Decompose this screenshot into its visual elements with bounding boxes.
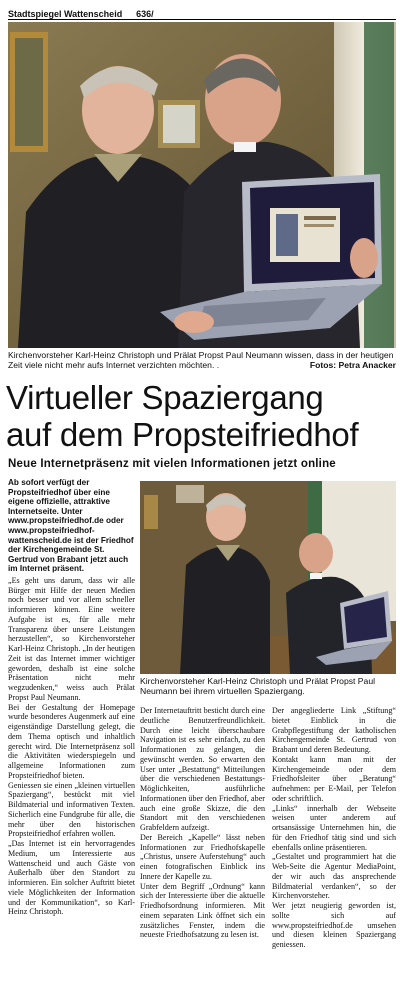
headline-line-1: Virtueller Spaziergang xyxy=(6,379,324,416)
article-column-right xyxy=(272,706,396,950)
article-lead: Ab sofort verfügt der Propsteifriedhof über eine eigene offizielle, attraktive Internetseite. Unter www.propsteifriedhof.de oder www.propsteifriedhof-wattenscheid.de ist der Friedhof der Kirchengemeinde St. Gertrud von Brabant jetzt auch im Internet präsent. xyxy=(8,478,134,574)
caption-text: Kirchenvorsteher Karl-Heinz Christoph und Prälat Propst Paul Neumann wissen, dass in der heutigen Zeit viele nicht mehr aufs Internet verzichten möchten. . xyxy=(8,350,394,370)
headline xyxy=(6,379,398,453)
headline-line-2: auf dem Propsteifriedhof xyxy=(6,416,359,453)
photo-credit: Fotos: Petra Anacker xyxy=(309,360,396,370)
top-photo xyxy=(8,22,396,348)
article-column-left xyxy=(8,478,135,917)
paragraph: Der Internetauftritt besticht durch eine deutliche Benutzerfreundlichkeit. Durch eine leicht überschaubare Navigation ist es sehr einfach, zu den Informationen zu gelangen, die gewünscht werden. So erwarten den User unter „Bestattung“ Mitteilungen über die verschiedenen Bestattungs-Möglichkeiten, ausführliche Informationen über den Friedhof, aber auch eine große Skizze, die den Standort mit den verschiedenen Grabfeldern aufzeigt. xyxy=(140,706,265,832)
page-number: 636/ xyxy=(136,9,154,19)
bottom-photo xyxy=(140,481,396,674)
page-header xyxy=(8,4,396,20)
paragraph: Kontakt kann man mit der Kirchengemeinde oder dem Friedhofsleiter über „Beratung“ aufnehmen: per E-Mail, per Telefon oder schriftlich. xyxy=(272,754,396,803)
paragraph: Der Bereich „Kapelle“ lässt neben Informationen zur Friedhofskapelle „Christus, unsere Auferstehung“ auch einen fotografischen Einblick ins Innere der Kapelle zu. xyxy=(140,832,265,881)
paragraph: Der angegliederte Link „Stiftung“ bietet Einblick in die Grabpflegestiftung der katholischen Kirchengemeinde St. Gertrud von Brabant und deren Bedeutung. xyxy=(272,706,396,754)
paragraph: „Links“ innerhalb der Webseite weisen unter anderem auf ortsansässige Unternehmen hin, die für den Friedhof tätig sind und sich ebenfalls online präsentieren. xyxy=(272,803,396,852)
paragraph: Unter dem Begriff „Ordnung“ kann sich der Interessierte über die aktuelle Friedhofsordnung informieren. Mit einem separaten Link öffnet sich ein zusätzliches Fenster, indem die neueste Friedhofsatzung zu lesen ist. xyxy=(140,881,265,940)
article-column-middle xyxy=(140,706,265,940)
paragraph: „Gestaltet und programmiert hat die Web-Seite die Agentur MediaPoint, der wir auch das ansprechende Bildmaterial verdanken“, so der Kirchenvorsteher. xyxy=(272,852,396,901)
bottom-photo-caption: Kirchenvorsteher Karl-Heinz Christoph und Prälat Propst Paul Neumann bei ihrem virtuellen Spaziergang. xyxy=(140,676,376,696)
top-photo-caption xyxy=(8,350,396,370)
paragraph: „Das Internet ist ein hervorragendes Medium, um Interessierte aus Wattenscheid und auch Gäste von Außerhalb über den Standort zu informieren. Ein solcher Auftritt bietet viele Möglichkeiten der Information und der Kommunikation“, so Karl-Heinz Christoph. xyxy=(8,839,135,917)
paragraph: Bei der Gestaltung der Homepage wurde besonderes Augenmerk auf eine eigenständige Darstellung gelegt, die dem Thema optisch und inhaltlich gerecht wird. Die Internetpräsenz soll die Aktivitäten wiederspiegeln und allgemeine Informationen zum Propsteifriedhof bieten. xyxy=(8,702,135,780)
section-name: Stadtspiegel Wattenscheid xyxy=(8,9,123,19)
subheadline: Neue Internetpräsenz mit vielen Informationen jetzt online xyxy=(8,458,336,470)
paragraph: Wer jetzt neugierig geworden ist, sollte sich auf www.propsteifriedhof.de umsehen und diesen kleinen Spaziergang geniessen. xyxy=(272,901,396,949)
paragraph: Geniessen sie einen „kleinen virtuellen Spaziergang“, bestückt mit viel Bildmaterial und informativen Texten. Sicherlich eine Fundgrube für alle, die mehr über den historischen Propsteifriedhof erfahren wollen. xyxy=(8,780,135,839)
paragraph: „Es geht uns darum, dass wir alle Bürger mit Hilfe der neuen Medien noch besser und vor allem schneller informieren können. Eine weitere Aufgabe ist es, für alle mehr Transparenz über unsere Leistungen herzustellen“, so Kirchenvorsteher Karl-Heinz Christoph. „In der heutigen Zeit ist das Internet immer wichtiger geworden, deshalb ist eine solche Präsentation nicht mehr wegzudenken,“ weiss auch Prälat Propst Paul Neumann. xyxy=(8,575,135,702)
